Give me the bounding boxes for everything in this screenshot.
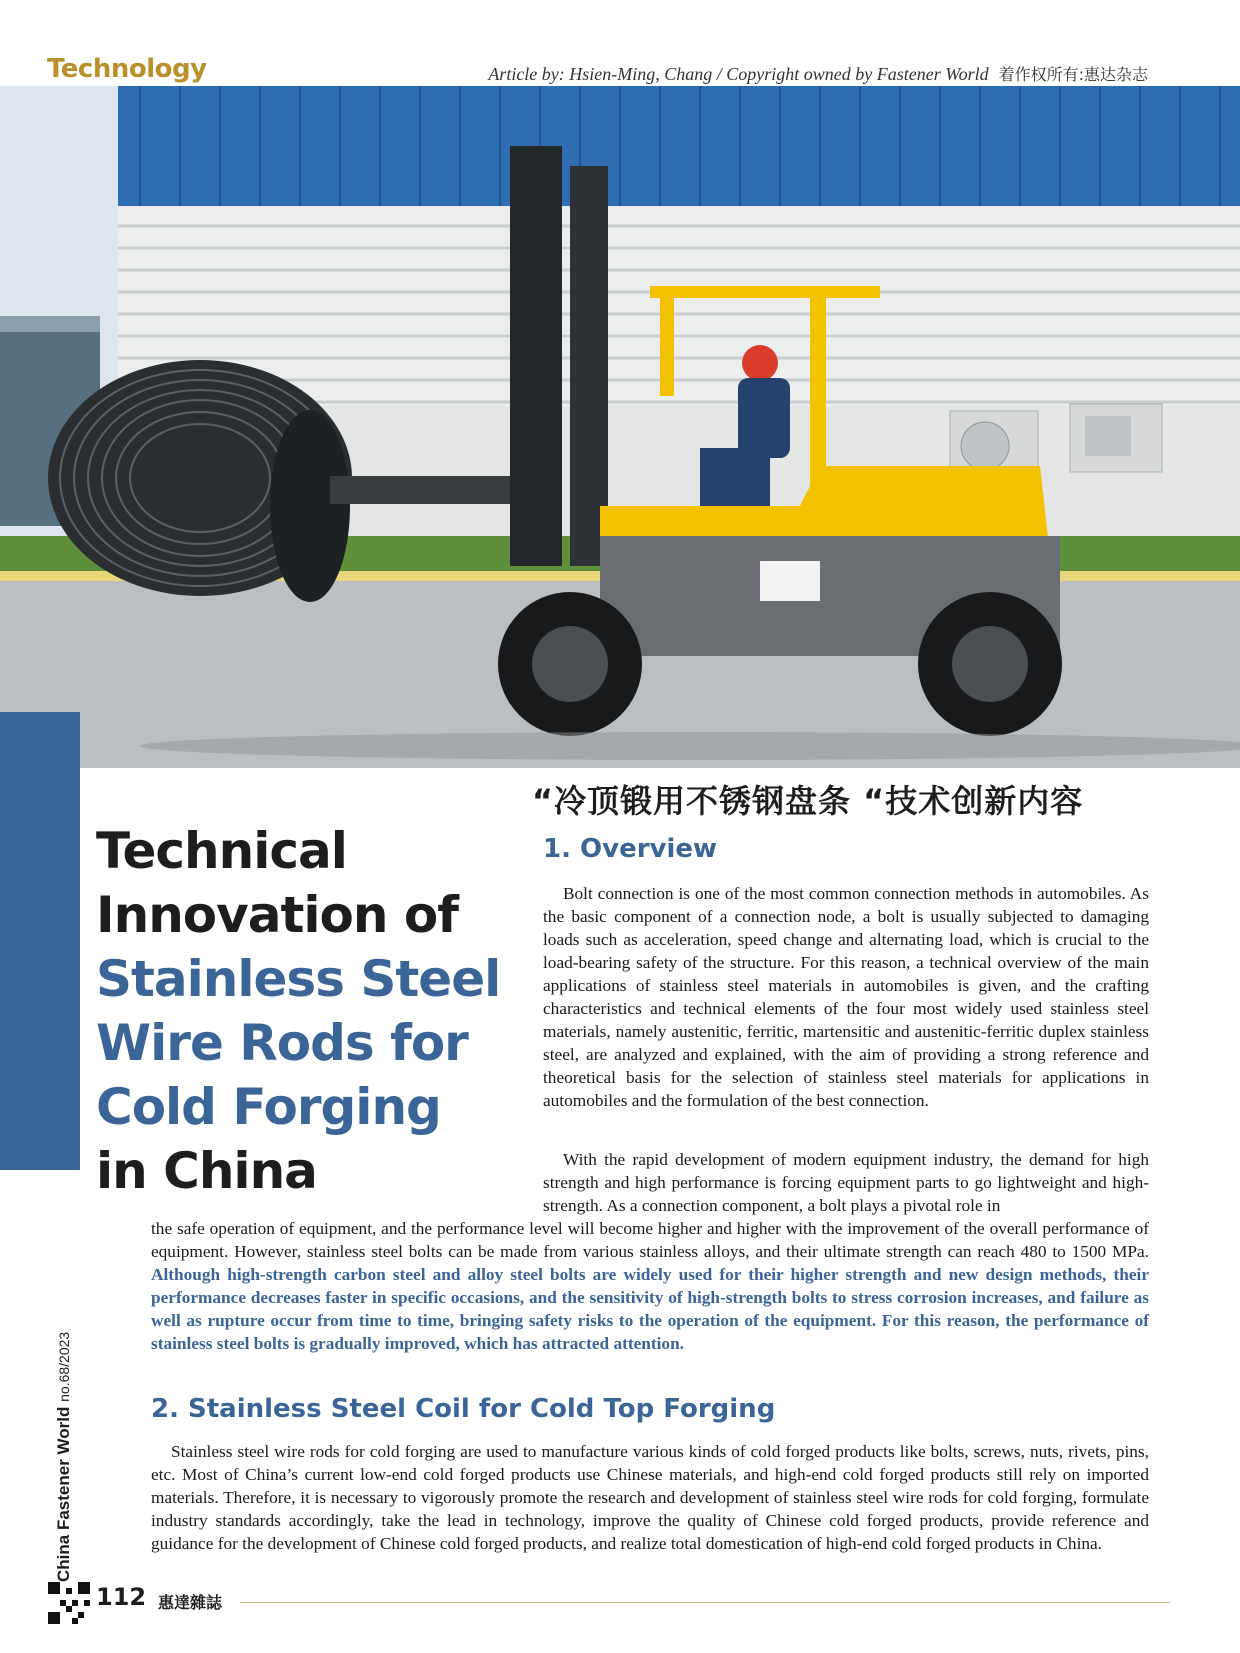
- byline-cn: 着作权所有:惠达杂志: [998, 65, 1148, 84]
- byline-en: Article by: Hsien-Ming, Chang / Copyright owned by Fastener World: [488, 64, 989, 84]
- title-line-highlight: Cold Forging: [96, 1077, 441, 1136]
- magazine-name-vertical: [54, 1332, 74, 1582]
- qr-code-icon: [48, 1582, 90, 1624]
- magazine-name: China Fastener World: [54, 1406, 73, 1582]
- accent-side-bar: [0, 712, 80, 1170]
- byline: [488, 62, 1148, 85]
- section-tag: Technology: [47, 54, 207, 84]
- title-line-highlight: Stainless Steel: [96, 949, 501, 1008]
- footer-rule: [240, 1602, 1170, 1603]
- paragraph-text: the safe operation of equipment, and the performance level will become higher and higher with the improvement of the overall performance of equipment. However, stainless steel bolts can be made from various stainless alloys, and their ultimate strength can reach 480 to 1500 MPa.: [151, 1219, 1149, 1261]
- hero-photo: [0, 86, 1240, 768]
- publisher-name: 惠達雜誌: [158, 1593, 223, 1612]
- section1-paragraph-2-start: With the rapid development of modern equipment industry, the demand for high strength and high performance is forcing equipment parts to go lightweight and high-strength. As a connection component, a bolt plays a pivotal role in: [543, 1150, 1149, 1215]
- highlighted-text: Although high-strength carbon steel and alloy steel bolts are widely used for their higher strength and new design methods, their performance decreases faster in specific occasions, and the sensitivity of high-strength bolts to stress corrosion increases, and failure as well as rupture occur from time to time, bringing safety risks to the operation of the equipment. For this reason, the performance of stainless steel bolts is gradually improved, which has attracted attention.: [151, 1265, 1149, 1353]
- section2-heading: 2. Stainless Steel Coil for Cold Top Forging: [151, 1394, 776, 1424]
- section1-paragraph-1: Bolt connection is one of the most common connection methods in automobiles. As the basic component of a connection node, a bolt is usually subjected to damaging loads such as acceleration, speed change and alternating load, which is crucial to the load-bearing safety of the structure. For this reason, a technical overview of the main applications of stainless steel materials in automobiles is given, and the crafting characteristics and technical elements of the four most widely used stainless steel materials, namely austenitic, ferritic, martensitic and austenitic-ferritic duplex stainless steel, are analyzed and explained, with the aim of providing a strong reference and theoretical basis for the selection of stainless steel materials for applications in automobiles and the formulation of the best connection.: [543, 884, 1149, 1110]
- title-line: Technical: [96, 821, 347, 880]
- article-title: [96, 819, 516, 1203]
- chinese-title: “冷顶锻用不锈钢盘条 “技术创新内容: [532, 782, 1084, 820]
- section1-heading: 1. Overview: [543, 834, 718, 864]
- section1-paragraph-2-continued: [151, 1217, 1149, 1355]
- title-line-highlight: Wire Rods for: [96, 1013, 468, 1072]
- page-number: 112: [96, 1583, 147, 1611]
- title-line: in China: [96, 1141, 317, 1200]
- section2-paragraph-1: Stainless steel wire rods for cold forging are used to manufacture various kinds of cold forged products like bolts, screws, nuts, rivets, pins, etc. Most of China’s current low-end cold forged products use Chinese materials, and high-end cold forged products still rely on imported materials. Therefore, it is necessary to vigorously promote the research and development of stainless steel wire rods for cold forging, formulate industry standards accordingly, take the lead in technology, improve the quality of Chinese cold forged products, provide reference and guidance for the development of Chinese cold forged products, and realize total domestication of high-end cold forged products in China.: [151, 1442, 1149, 1553]
- forklift-illustration: [0, 86, 1240, 768]
- title-line: Innovation of: [96, 885, 458, 944]
- issue-number: no.68/2023: [56, 1331, 72, 1402]
